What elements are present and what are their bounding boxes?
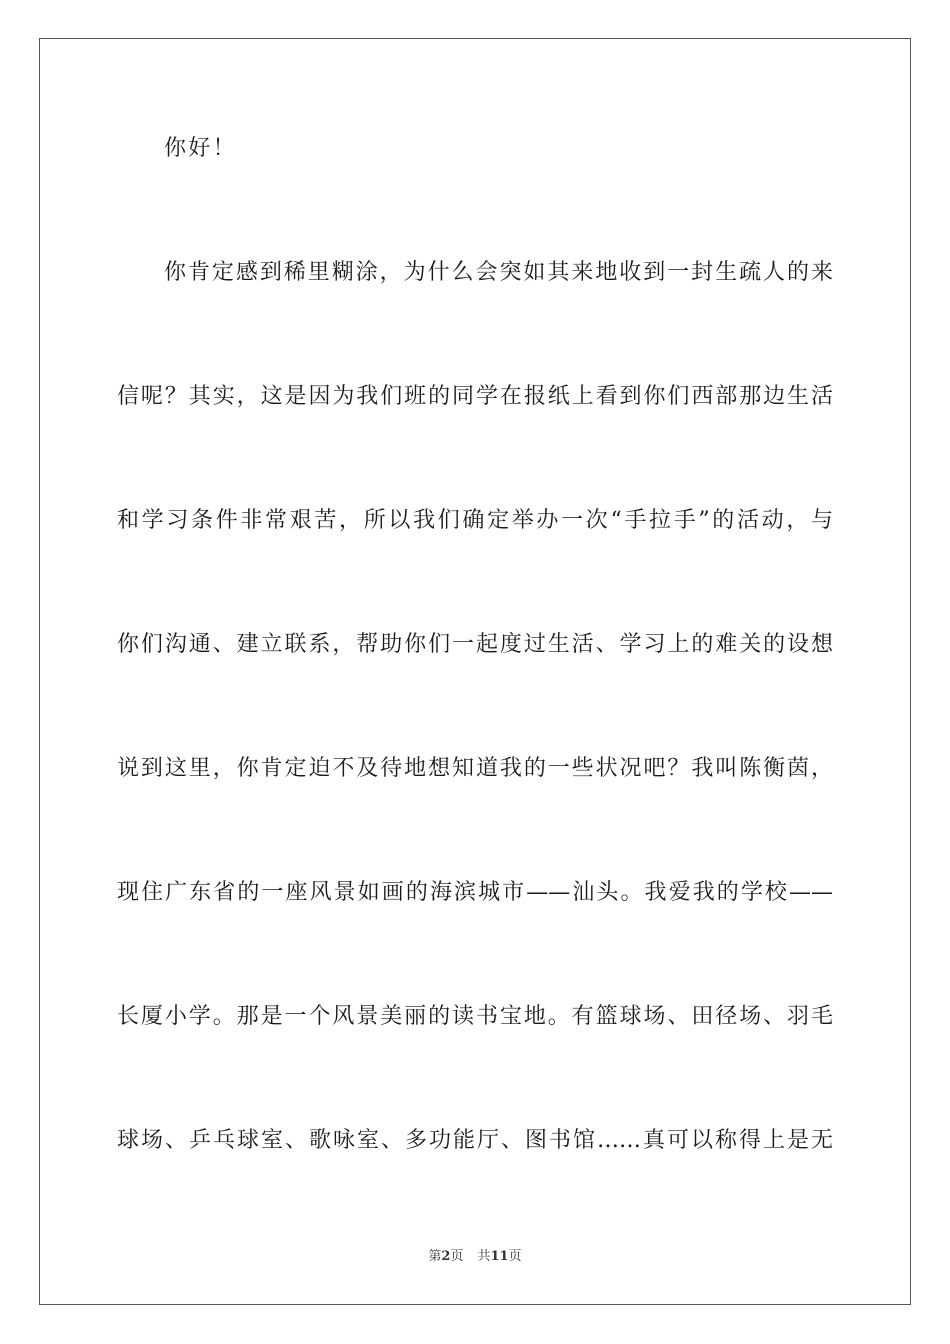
footer-total-prefix: 共 xyxy=(477,1249,491,1264)
body-line-7: 长厦小学。那是一个风景美丽的读书宝地。有篮球场、田径场、羽毛 xyxy=(117,1004,833,1029)
footer-total-suffix: 页 xyxy=(508,1249,522,1264)
footer-page-number: 2 xyxy=(441,1249,451,1264)
greeting-line: 你好！ xyxy=(164,136,237,161)
footer-page-suffix: 页 xyxy=(450,1249,464,1264)
body-line-6: 现住广东省的一座风景如画的海滨城市——汕头。我爱我的学校—— xyxy=(117,880,833,905)
body-line-5: 说到这里，你肯定迫不及待地想知道我的一些状况吧？我叫陈衡茵， xyxy=(117,756,833,781)
body-line-8: 球场、乒乓球室、歌咏室、多功能厅、图书馆……真可以称得上是无 xyxy=(117,1128,833,1153)
body-line-3: 和学习条件非常艰苦，所以我们确定举办一次“手拉手”的活动，与 xyxy=(117,508,833,533)
footer-page-prefix: 第 xyxy=(428,1249,442,1264)
body-line-1: 你肯定感到稀里糊涂，为什么会突如其来地收到一封生疏人的来 xyxy=(164,260,833,285)
footer-total-pages: 11 xyxy=(490,1249,509,1264)
body-line-4: 你们沟通、建立联系，帮助你们一起度过生活、学习上的难关的设想 xyxy=(117,632,833,657)
page-footer xyxy=(0,1248,950,1266)
body-line-2: 信呢？其实，这是因为我们班的同学在报纸上看到你们西部那边生活 xyxy=(117,384,833,409)
page-border xyxy=(39,38,911,1305)
